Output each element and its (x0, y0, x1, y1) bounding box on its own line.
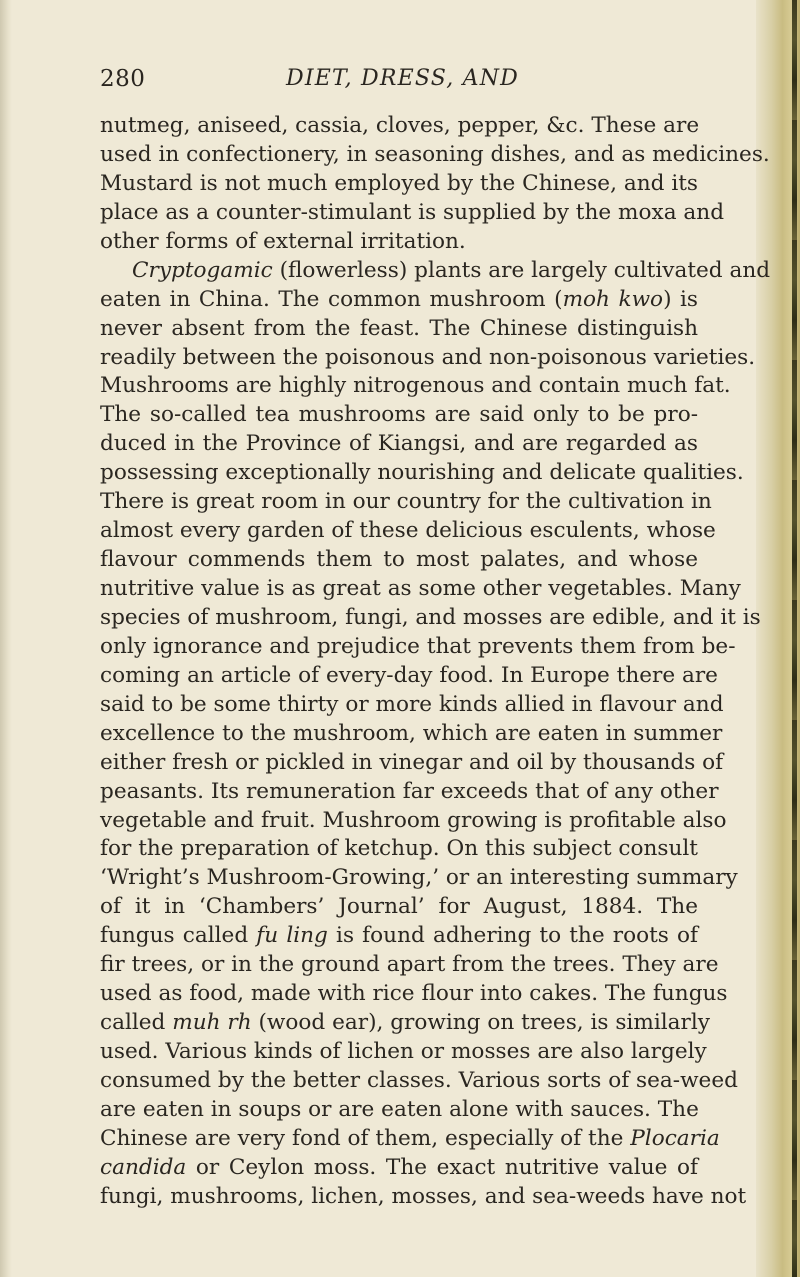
text-line: fir trees, or in the ground apart from the trees. They are (100, 952, 719, 978)
text-line: Mustard is not much employed by the Chinese, and its (100, 170, 698, 196)
text-line: candida or Ceylon moss. The exact nutritive value of (100, 1154, 698, 1180)
text-line: fungus called fu ling is found adhering to the roots of (100, 923, 698, 949)
page-header (100, 66, 690, 100)
text-line: consumed by the better classes. Various sorts of sea-weed (100, 1067, 738, 1093)
text-line: fungi, mushrooms, lichen, mosses, and sea-weeds have not (100, 1183, 747, 1209)
text-line: said to be some thirty or more kinds allied in flavour and (100, 691, 724, 717)
text-line-paragraph-end: other forms of external irritation. (100, 228, 466, 254)
text-line: species of mushroom, fungi, and mosses are edible, and it is (100, 604, 761, 630)
text-line: eaten in China. The common mushroom (moh kwo) is (100, 286, 698, 312)
text-line: used. Various kinds of lichen or mosses are also largely (100, 1039, 707, 1064)
text-line: are eaten in soups or are eaten alone with sauces. The (100, 1096, 699, 1122)
text-line: of it in ‘Chambers’ Journal’ for August, 1884. The (100, 894, 698, 920)
running-head: DIET, DRESS, AND (286, 66, 520, 91)
text-line: only ignorance and prejudice that prevents them from be- (100, 633, 736, 659)
text-line: either fresh or pickled in vinegar and oil by thousands of (100, 749, 724, 775)
text-line: place as a counter-stimulant is supplied by the moxa and (100, 199, 725, 225)
text-line: flavour commends them to most palates, and whose (100, 547, 698, 573)
text-line: Chinese are very fond of them, especially of the Plocaria (100, 1125, 720, 1151)
text-line: excellence to the mushroom, which are eaten in summer (100, 720, 723, 746)
text-line: duced in the Province of Kiangsi, and are regarded as (100, 431, 698, 457)
text-line: peasants. Its remuneration far exceeds that of any other (100, 778, 719, 804)
text-line: almost every garden of these delicious esculents, whose (100, 518, 716, 544)
text-line: The so-called tea mushrooms are said only to be pro- (100, 402, 698, 428)
text-line: used in confectionery, in seasoning dishes, and as medicines. (100, 141, 770, 167)
text-line: There is great room in our country for the cultivation in (100, 489, 712, 515)
page-number: 280 (100, 66, 146, 92)
text-line: ‘Wright’s Mushroom-Growing,’ or an interesting summary (100, 865, 738, 891)
text-line-paragraph-start: Cryptogamic (flowerless) plants are largely cultivated and (132, 257, 771, 283)
text-line: never absent from the feast. The Chinese distinguish (100, 315, 698, 341)
body-text (100, 112, 771, 1212)
text-line: Mushrooms are highly nitrogenous and contain much fat. (100, 373, 731, 399)
text-line: readily between the poisonous and non-poisonous varieties. (100, 344, 756, 370)
book-spine-edge (756, 0, 800, 1277)
text-line: for the preparation of ketchup. On this subject consult (100, 836, 698, 862)
page-edge-shadow (0, 0, 12, 1277)
text-line: used as food, made with rice flour into cakes. The fungus (100, 981, 728, 1007)
text-line: called muh rh (wood ear), growing on trees, is similarly (100, 1010, 710, 1036)
text-line: nutmeg, aniseed, cassia, cloves, pepper, &c. These are (100, 113, 700, 138)
text-line: coming an article of every-day food. In Europe there are (100, 662, 718, 688)
text-line: nutritive value is as great as some other vegetables. Many (100, 576, 741, 601)
text-line: vegetable and fruit. Mushroom growing is profitable also (100, 807, 727, 833)
text-line: possessing exceptionally nourishing and delicate qualities. (100, 460, 744, 486)
